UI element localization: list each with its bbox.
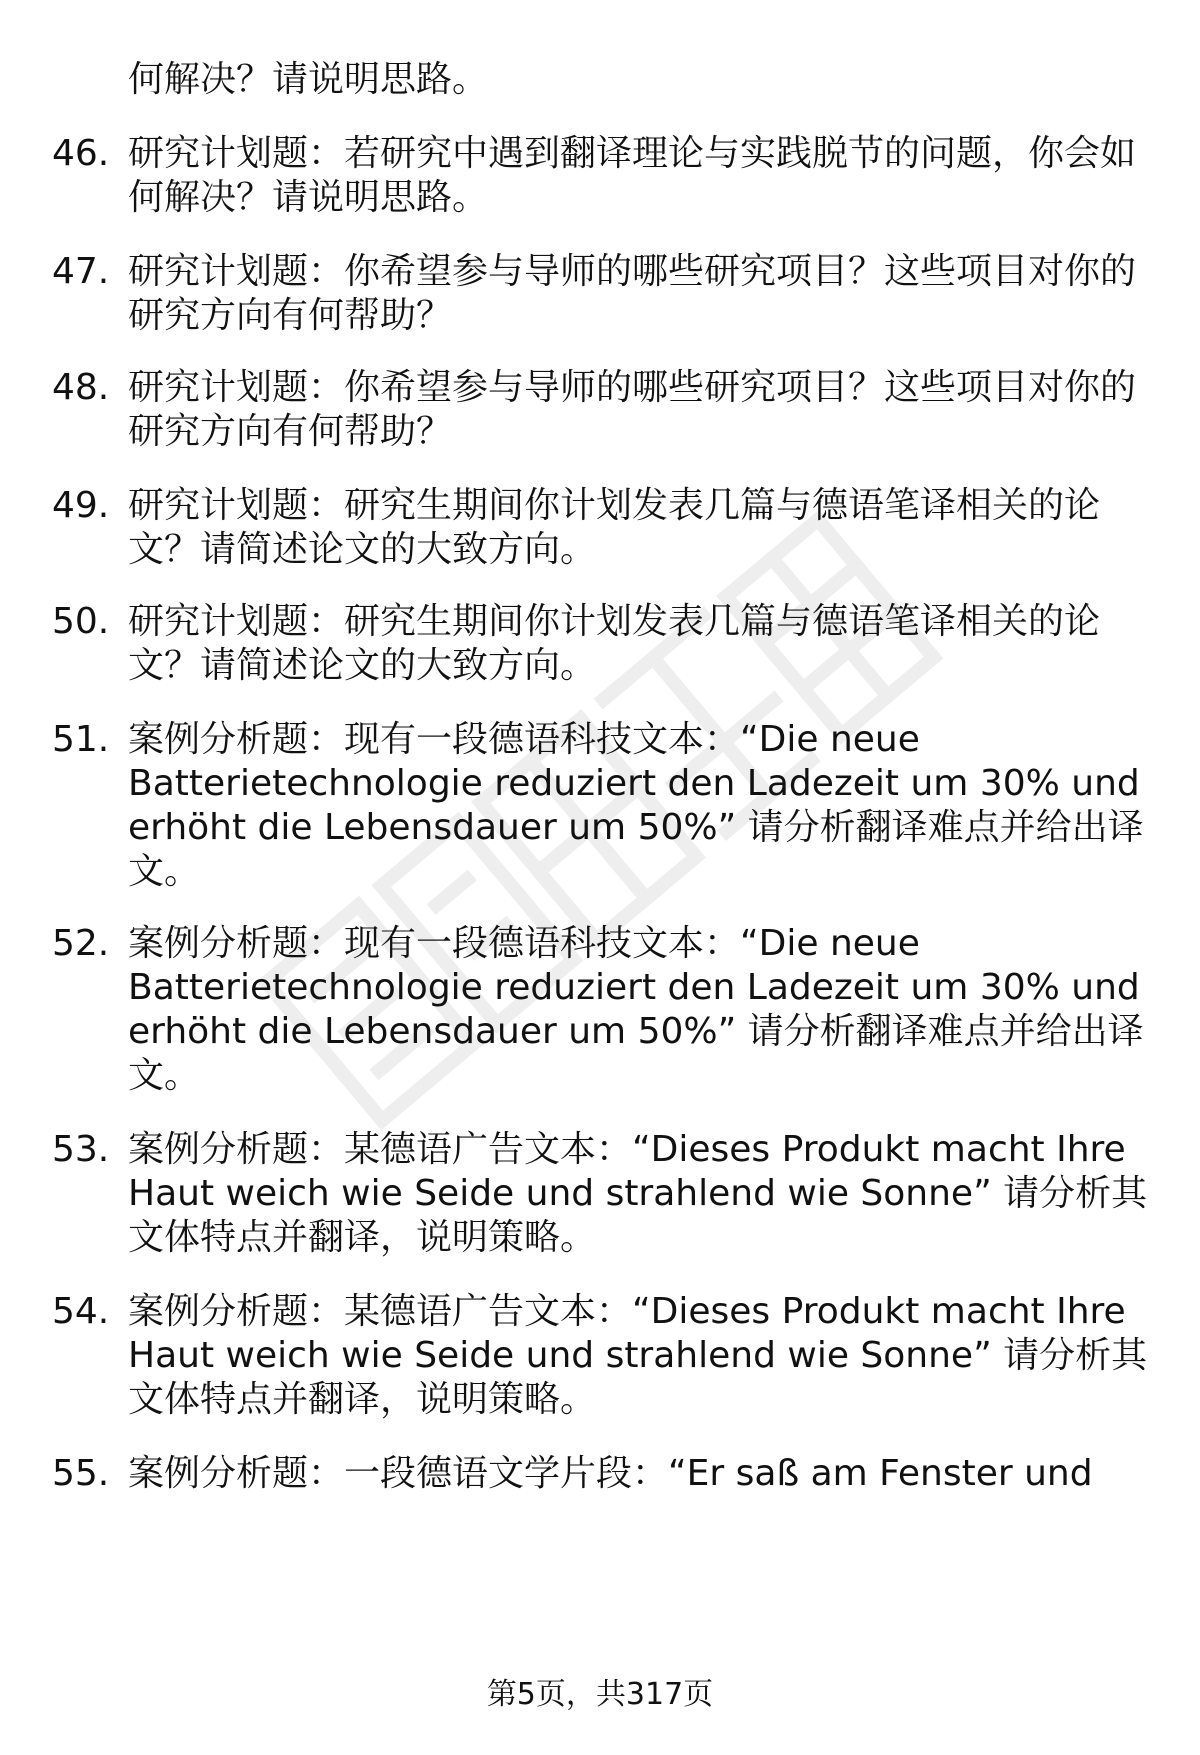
item-line: 研究方向有何帮助？ — [128, 411, 453, 452]
item-line: 案例分析题：现有一段德语科技文本：“Die neue — [128, 719, 920, 760]
item-line: 研究计划题：研究生期间你计划发表几篇与德语笔译相关的论 — [128, 485, 1101, 526]
item-line: 案例分析题：某德语广告文本：“Dieses Produkt macht Ihre — [128, 1291, 1126, 1332]
item-number: 54. — [52, 1291, 110, 1332]
item-line: 案例分析题：一段德语文学片段：“Er saß am Fenster und — [128, 1453, 1093, 1494]
item-number: 53. — [52, 1129, 110, 1170]
item-line: 文？请简述论文的大致方向。 — [128, 645, 597, 686]
item-line: 文。 — [128, 1055, 201, 1096]
item-line: 案例分析题：现有一段德语科技文本：“Die neue — [128, 923, 920, 964]
item-line: erhöht die Lebensdauer um 50%” 请分析翻译难点并给出译 — [128, 1011, 1144, 1052]
item-line: 研究方向有何帮助？ — [128, 295, 453, 336]
item-line: Haut weich wie Seide und strahlend wie Sonne” 请分析其 — [128, 1173, 1148, 1214]
item-line: Batterietechnologie reduziert den Ladezeit um 30% und — [128, 967, 1140, 1008]
item-line: 文体特点并翻译，说明策略。 — [128, 1217, 597, 1258]
page-footer: 第5页，共317页 — [486, 1677, 714, 1712]
item-line: 案例分析题：某德语广告文本：“Dieses Produkt macht Ihre — [128, 1129, 1126, 1170]
item-number: 50. — [52, 601, 110, 642]
item-line: 研究计划题：你希望参与导师的哪些研究项目？这些项目对你的 — [128, 367, 1137, 408]
item-number: 46. — [52, 133, 110, 174]
item-line: 研究计划题：你希望参与导师的哪些研究项目？这些项目对你的 — [128, 251, 1137, 292]
item-number: 49. — [52, 485, 110, 526]
item-number: 55. — [52, 1453, 110, 1494]
item-line: 研究计划题：若研究中遇到翻译理论与实践脱节的问题，你会如 — [128, 133, 1137, 174]
item-number: 51. — [52, 719, 110, 760]
item-line: 文？请简述论文的大致方向。 — [128, 529, 597, 570]
item-number: 52. — [52, 923, 110, 964]
item-line: Batterietechnologie reduziert den Ladezeit um 30% und — [128, 763, 1140, 804]
continued-question-text: 何解决？请说明思路。 — [128, 59, 489, 100]
item-line: Haut weich wie Seide und strahlend wie Sonne” 请分析其 — [128, 1335, 1148, 1376]
item-number: 47. — [52, 251, 110, 292]
item-number: 48. — [52, 367, 110, 408]
item-line: erhöht die Lebensdauer um 50%” 请分析翻译难点并给出译 — [128, 807, 1144, 848]
item-line: 文。 — [128, 851, 201, 892]
item-line: 研究计划题：研究生期间你计划发表几篇与德语笔译相关的论 — [128, 601, 1101, 642]
item-line: 文体特点并翻译，说明策略。 — [128, 1379, 597, 1420]
item-line: 何解决？请说明思路。 — [128, 177, 489, 218]
